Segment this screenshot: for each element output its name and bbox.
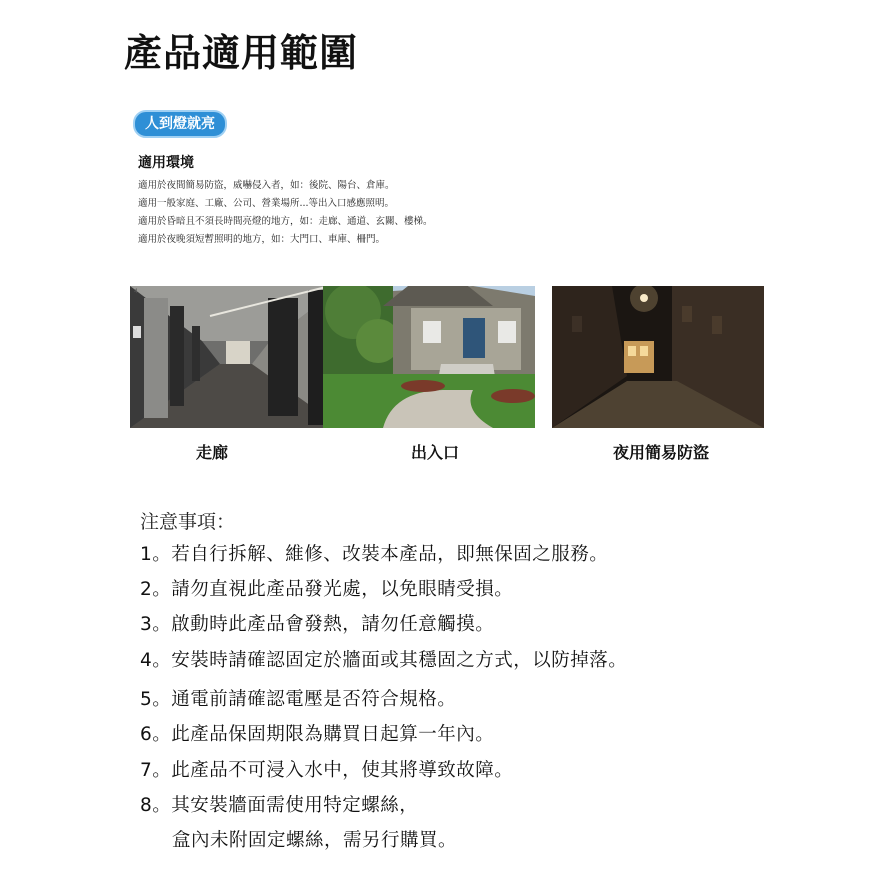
house-entrance-photo (323, 286, 535, 428)
photo-caption: 走廊 (195, 443, 228, 462)
note-item-continuation: 盒內未附固定螺絲，需另行購買。 (172, 830, 458, 851)
note-item: 1。若自行拆解、維修、改裝本產品，即無保固之服務。 (140, 544, 609, 565)
environment-line: 適用於夜間簡易防盜，威嚇侵入者，如：後院、陽台、倉庫。 (138, 180, 395, 191)
photo-caption: 出入口 (410, 443, 459, 462)
corridor-photo (130, 286, 342, 428)
night-alley-photo (552, 286, 764, 428)
svg-text:4: 4 (134, 288, 138, 295)
note-item: 6。此產品保固期限為購買日起算一年內。 (140, 724, 495, 745)
note-item: 2。請勿直視此產品發光處，以免眼睛受損。 (140, 579, 514, 600)
note-item: 3。啟動時此產品會發熱，請勿任意觸摸。 (140, 614, 495, 635)
note-item: 8。其安裝牆面需使用特定螺絲， (140, 795, 419, 816)
note-item: 4。安裝時請確認固定於牆面或其穩固之方式，以防掉落。 (140, 650, 628, 671)
note-item: 5。通電前請確認電壓是否符合規格。 (140, 689, 457, 710)
photo-caption: 夜用簡易防盜 (612, 443, 709, 462)
environment-line: 適用於夜晚須短暫照明的地方，如：大門口、車庫、柵門。 (138, 234, 386, 245)
environment-line: 適用於昏暗且不須長時間亮燈的地方，如：走廊、通道、玄關、樓梯。 (138, 216, 433, 227)
notes-heading: 注意事項： (140, 511, 236, 533)
environment-heading: 適用環境 (138, 155, 194, 171)
note-item: 7。此產品不可浸入水中，使其將導致故障。 (140, 760, 514, 781)
page-title: 產品適用範圍 (124, 31, 359, 75)
feature-badge: 人到燈就亮 (133, 110, 227, 138)
environment-line: 適用一般家庭、工廠、公司、營業場所...等出入口感應照明。 (138, 198, 395, 209)
